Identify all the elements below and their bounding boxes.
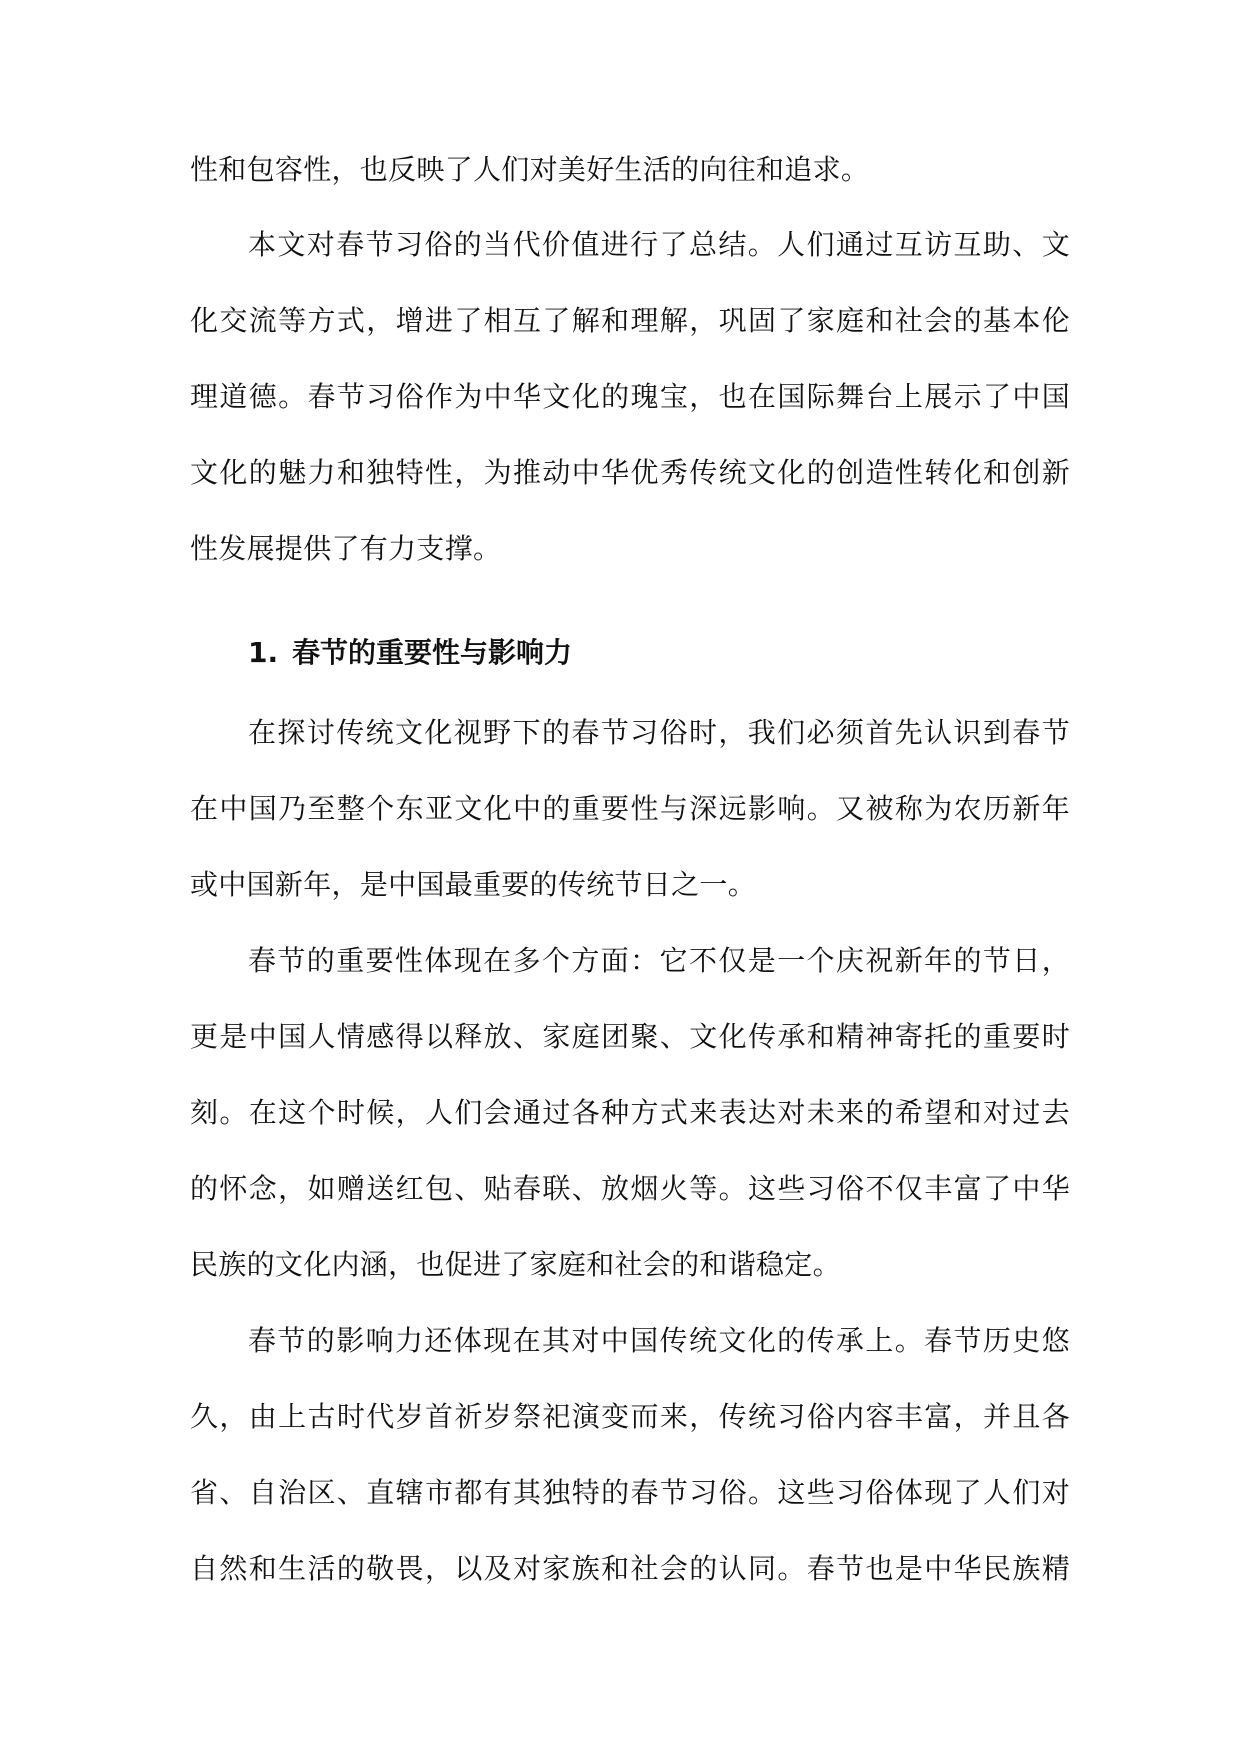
paragraph-5-line-1: 春节的影响力还体现在其对中国传统文化的传承上。春节历史悠 xyxy=(248,1324,1070,1357)
paragraph-2-line-4: 文化的魅力和独特性，为推动中华优秀传统文化的创造性转化和创新 xyxy=(190,456,1070,489)
paragraph-5-line-2: 久，由上古时代岁首祈岁祭祀演变而来，传统习俗内容丰富，并且各 xyxy=(190,1400,1070,1433)
paragraph-1-line-1: 性和包容性，也反映了人们对美好生活的向往和追求。 xyxy=(190,153,870,186)
paragraph-5-line-3: 省、自治区、直辖市都有其独特的春节习俗。这些习俗体现了人们对 xyxy=(190,1476,1070,1509)
paragraph-3-line-3: 或中国新年，是中国最重要的传统节日之一。 xyxy=(190,868,757,901)
section-number: 1. xyxy=(248,636,279,669)
paragraph-2-line-5: 性发展提供了有力支撑。 xyxy=(190,532,502,565)
paragraph-2-line-2: 化交流等方式，增进了相互了解和理解，巩固了家庭和社会的基本伦 xyxy=(190,304,1070,337)
paragraph-4-line-4: 的怀念，如赠送红包、贴春联、放烟火等。这些习俗不仅丰富了中华 xyxy=(190,1172,1070,1205)
paragraph-4-line-3: 刻。在这个时候，人们会通过各种方式来表达对未来的希望和对过去 xyxy=(190,1096,1070,1129)
section-heading xyxy=(248,628,948,678)
paragraph-4-line-1: 春节的重要性体现在多个方面：它不仅是一个庆祝新年的节日， xyxy=(248,944,1070,977)
section-title: 春节的重要性与影响力 xyxy=(292,636,573,669)
paragraph-2-line-1: 本文对春节习俗的当代价值进行了总结。人们通过互访互助、文 xyxy=(248,228,1070,261)
paragraph-3-line-2: 在中国乃至整个东亚文化中的重要性与深远影响。又被称为农历新年 xyxy=(190,792,1070,825)
paragraph-3-line-1: 在探讨传统文化视野下的春节习俗时，我们必须首先认识到春节 xyxy=(248,716,1070,749)
paragraph-5-line-4: 自然和生活的敬畏，以及对家族和社会的认同。春节也是中华民族精 xyxy=(190,1552,1070,1585)
paragraph-4-line-5: 民族的文化内涵，也促进了家庭和社会的和谐稳定。 xyxy=(190,1248,841,1281)
paragraph-2-line-3: 理道德。春节习俗作为中华文化的瑰宝，也在国际舞台上展示了中国 xyxy=(190,380,1070,413)
paragraph-4-line-2: 更是中国人情感得以释放、家庭团聚、文化传承和精神寄托的重要时 xyxy=(190,1020,1070,1053)
